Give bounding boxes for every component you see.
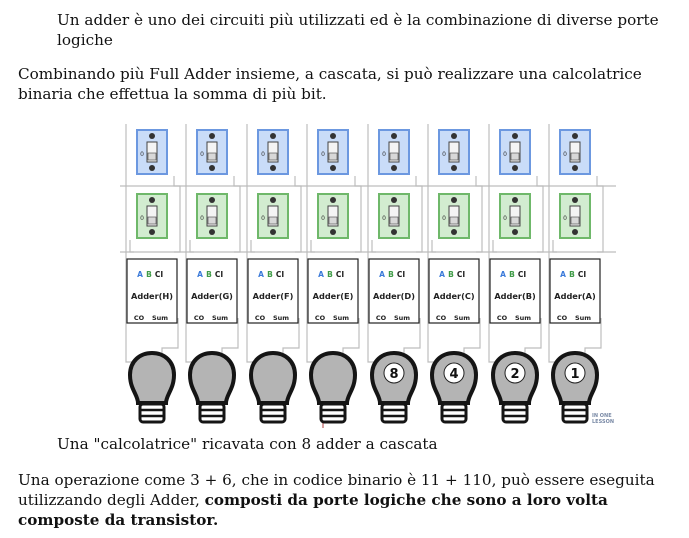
column-8-label-ci: CI	[577, 270, 587, 279]
column-5-switch-a-zero-label: 0	[382, 151, 386, 158]
column-7-label-sum: Sum	[514, 314, 532, 322]
column-1-label-ci: CI	[154, 270, 164, 279]
column-5-bulb-value: 8	[389, 367, 399, 382]
column-2-switch-b-knob	[208, 217, 216, 224]
column-1-switch-b-knob	[148, 217, 156, 224]
column-6-switch-a-zero-label: 0	[442, 151, 446, 158]
column-3-label-a: A	[258, 270, 264, 279]
column-8-adder-name: Adder(A)	[554, 291, 596, 301]
column-1-adder-name: Adder(H)	[131, 291, 173, 301]
column-3-switch-b-terminal-bottom	[270, 229, 276, 235]
column-4-bulb-base	[321, 404, 345, 422]
column-3-switch-a-knob	[269, 153, 277, 160]
column-2-label-co: CO	[193, 314, 205, 322]
column-1-switch-b-zero-label: 0	[140, 215, 144, 222]
column-6-adder-name: Adder(C)	[433, 291, 475, 301]
column-5-switch-a-terminal-top	[391, 133, 397, 139]
column-1-label-co: CO	[133, 314, 145, 322]
column-2-switch-a-knob	[208, 153, 216, 160]
column-7-switch-a-terminal-top	[512, 133, 518, 139]
diagram-caption: Una "calcolatrice" ricavata con 8 adder a cascata	[57, 435, 438, 453]
column-5-switch-b-terminal-bottom	[391, 229, 397, 235]
column-6-switch-b-terminal-bottom	[451, 229, 457, 235]
column-3-switch-b-terminal-top	[270, 197, 276, 203]
final-paragraph	[18, 470, 678, 530]
column-6-bulb-value: 4	[449, 367, 459, 382]
watermark-line-2: LESSON	[592, 419, 615, 425]
column-1-switch-a-terminal-top	[149, 133, 155, 139]
column-7-label-a: A	[500, 270, 506, 279]
column-4-label-co: CO	[314, 314, 326, 322]
column-2-label-ci: CI	[214, 270, 224, 279]
column-7-label-b: B	[509, 270, 515, 279]
column-4-switch-a-zero-label: 0	[321, 151, 325, 158]
column-1-switch-a-terminal-bottom	[149, 165, 155, 171]
column-6-label-co: CO	[435, 314, 447, 322]
column-2-label-a: A	[197, 270, 203, 279]
column-7-switch-a-terminal-bottom	[512, 165, 518, 171]
column-5-switch-a-terminal-bottom	[391, 165, 397, 171]
column-3-label-sum: Sum	[272, 314, 290, 322]
column-4-switch-a-terminal-top	[330, 133, 336, 139]
column-8-switch-b-terminal-top	[572, 197, 578, 203]
column-6-switch-a-knob	[450, 153, 458, 160]
column-6-label-ci: CI	[456, 270, 466, 279]
column-5-label-b: B	[388, 270, 394, 279]
column-8-switch-a-zero-label: 0	[563, 151, 567, 158]
column-7-switch-a-knob	[511, 153, 519, 160]
column-4-switch-b-terminal-top	[330, 197, 336, 203]
column-3-switch-a-zero-label: 0	[261, 151, 265, 158]
column-1-switch-b-terminal-bottom	[149, 229, 155, 235]
column-7-label-ci: CI	[517, 270, 527, 279]
column-8-switch-b-terminal-bottom	[572, 229, 578, 235]
adder-cascade-diagram	[120, 116, 616, 432]
column-7-bulb-base	[503, 404, 527, 422]
intro-paragraph: Un adder è uno dei circuiti più utilizzati ed è la combinazione di diverse porte logiche	[57, 11, 659, 49]
column-7-label-co: CO	[496, 314, 508, 322]
column-3-switch-a-terminal-bottom	[270, 165, 276, 171]
column-8-bulb-base	[563, 404, 587, 422]
column-6-switch-b-terminal-top	[451, 197, 457, 203]
column-8-label-b: B	[569, 270, 575, 279]
column-7-adder-name: Adder(B)	[494, 291, 536, 301]
column-2-label-b: B	[206, 270, 212, 279]
column-8-label-sum: Sum	[574, 314, 592, 322]
column-8-switch-b-zero-label: 0	[563, 215, 567, 222]
column-7-bulb-value: 2	[510, 367, 520, 382]
column-6-switch-b-zero-label: 0	[442, 215, 446, 222]
column-3-switch-a-terminal-top	[270, 133, 276, 139]
column-2-switch-a-terminal-bottom	[209, 165, 215, 171]
column-3-adder-name: Adder(F)	[252, 291, 294, 301]
column-4-switch-a-terminal-bottom	[330, 165, 336, 171]
column-5-label-ci: CI	[396, 270, 406, 279]
column-2-label-sum: Sum	[211, 314, 229, 322]
column-7-switch-b-zero-label: 0	[503, 215, 507, 222]
column-7-switch-a-zero-label: 0	[503, 151, 507, 158]
column-6-switch-b-knob	[450, 217, 458, 224]
column-6-switch-a-terminal-bottom	[451, 165, 457, 171]
column-2-switch-a-zero-label: 0	[200, 151, 204, 158]
column-2-adder-name: Adder(G)	[191, 291, 233, 301]
column-5-label-sum: Sum	[393, 314, 411, 322]
column-1-switch-b-terminal-top	[149, 197, 155, 203]
column-2-switch-b-terminal-bottom	[209, 229, 215, 235]
column-8-switch-a-terminal-bottom	[572, 165, 578, 171]
column-8-label-co: CO	[556, 314, 568, 322]
column-6-switch-a-terminal-top	[451, 133, 457, 139]
column-5-switch-b-terminal-top	[391, 197, 397, 203]
column-6-label-a: A	[439, 270, 445, 279]
column-3-label-co: CO	[254, 314, 266, 322]
column-4-label-b: B	[327, 270, 333, 279]
column-5-switch-b-zero-label: 0	[382, 215, 386, 222]
column-8-bulb-value: 1	[570, 367, 580, 382]
column-3-switch-b-knob	[269, 217, 277, 224]
column-1-bulb-glass	[130, 353, 174, 403]
column-4-adder-name: Adder(E)	[312, 291, 354, 301]
final-plain-text: Una operazione come 3 + 6, che in codice binario è 11 + 110, può essere eseguita utilizzando degli Adder,	[18, 471, 655, 509]
column-5-bulb-base	[382, 404, 406, 422]
column-4-label-a: A	[318, 270, 324, 279]
column-2-bulb-glass	[190, 353, 234, 403]
column-4-bulb-glass	[311, 353, 355, 403]
column-7-switch-b-terminal-top	[512, 197, 518, 203]
column-4-label-ci: CI	[335, 270, 345, 279]
column-6-label-b: B	[448, 270, 454, 279]
column-1-label-sum: Sum	[151, 314, 169, 322]
watermark-line-1: IN ONE	[592, 413, 612, 419]
column-2-switch-a-terminal-top	[209, 133, 215, 139]
column-6-bulb-base	[442, 404, 466, 422]
column-3-label-b: B	[267, 270, 273, 279]
column-5-switch-a-knob	[390, 153, 398, 160]
column-5-switch-b-knob	[390, 217, 398, 224]
column-2-switch-b-terminal-top	[209, 197, 215, 203]
combine-paragraph: Combinando più Full Adder insieme, a cascata, si può realizzare una calcolatrice binaria che effettua la somma di più bit.	[18, 65, 642, 103]
column-8-switch-a-knob	[571, 153, 579, 160]
column-8-switch-b-knob	[571, 217, 579, 224]
column-3-bulb-glass	[251, 353, 295, 403]
column-1-switch-a-knob	[148, 153, 156, 160]
column-7-switch-b-terminal-bottom	[512, 229, 518, 235]
column-7-switch-b-knob	[511, 217, 519, 224]
column-1-bulb-base	[140, 404, 164, 422]
column-4-switch-b-zero-label: 0	[321, 215, 325, 222]
column-5-label-a: A	[379, 270, 385, 279]
column-5-adder-name: Adder(D)	[373, 291, 415, 301]
column-1-label-a: A	[137, 270, 143, 279]
column-4-label-sum: Sum	[332, 314, 350, 322]
column-3-bulb-base	[261, 404, 285, 422]
column-1-label-b: B	[146, 270, 152, 279]
column-1-switch-a-zero-label: 0	[140, 151, 144, 158]
column-8-label-a: A	[560, 270, 566, 279]
column-5-label-co: CO	[375, 314, 387, 322]
column-4-switch-b-terminal-bottom	[330, 229, 336, 235]
column-3-label-ci: CI	[275, 270, 285, 279]
column-3-switch-b-zero-label: 0	[261, 215, 265, 222]
column-4-switch-a-knob	[329, 153, 337, 160]
column-4-switch-b-knob	[329, 217, 337, 224]
column-2-switch-b-zero-label: 0	[200, 215, 204, 222]
final-bold-text: composti da porte logiche che sono a loro volta composte da transistor.	[18, 491, 608, 529]
column-8-switch-a-terminal-top	[572, 133, 578, 139]
column-2-bulb-base	[200, 404, 224, 422]
column-6-label-sum: Sum	[453, 314, 471, 322]
